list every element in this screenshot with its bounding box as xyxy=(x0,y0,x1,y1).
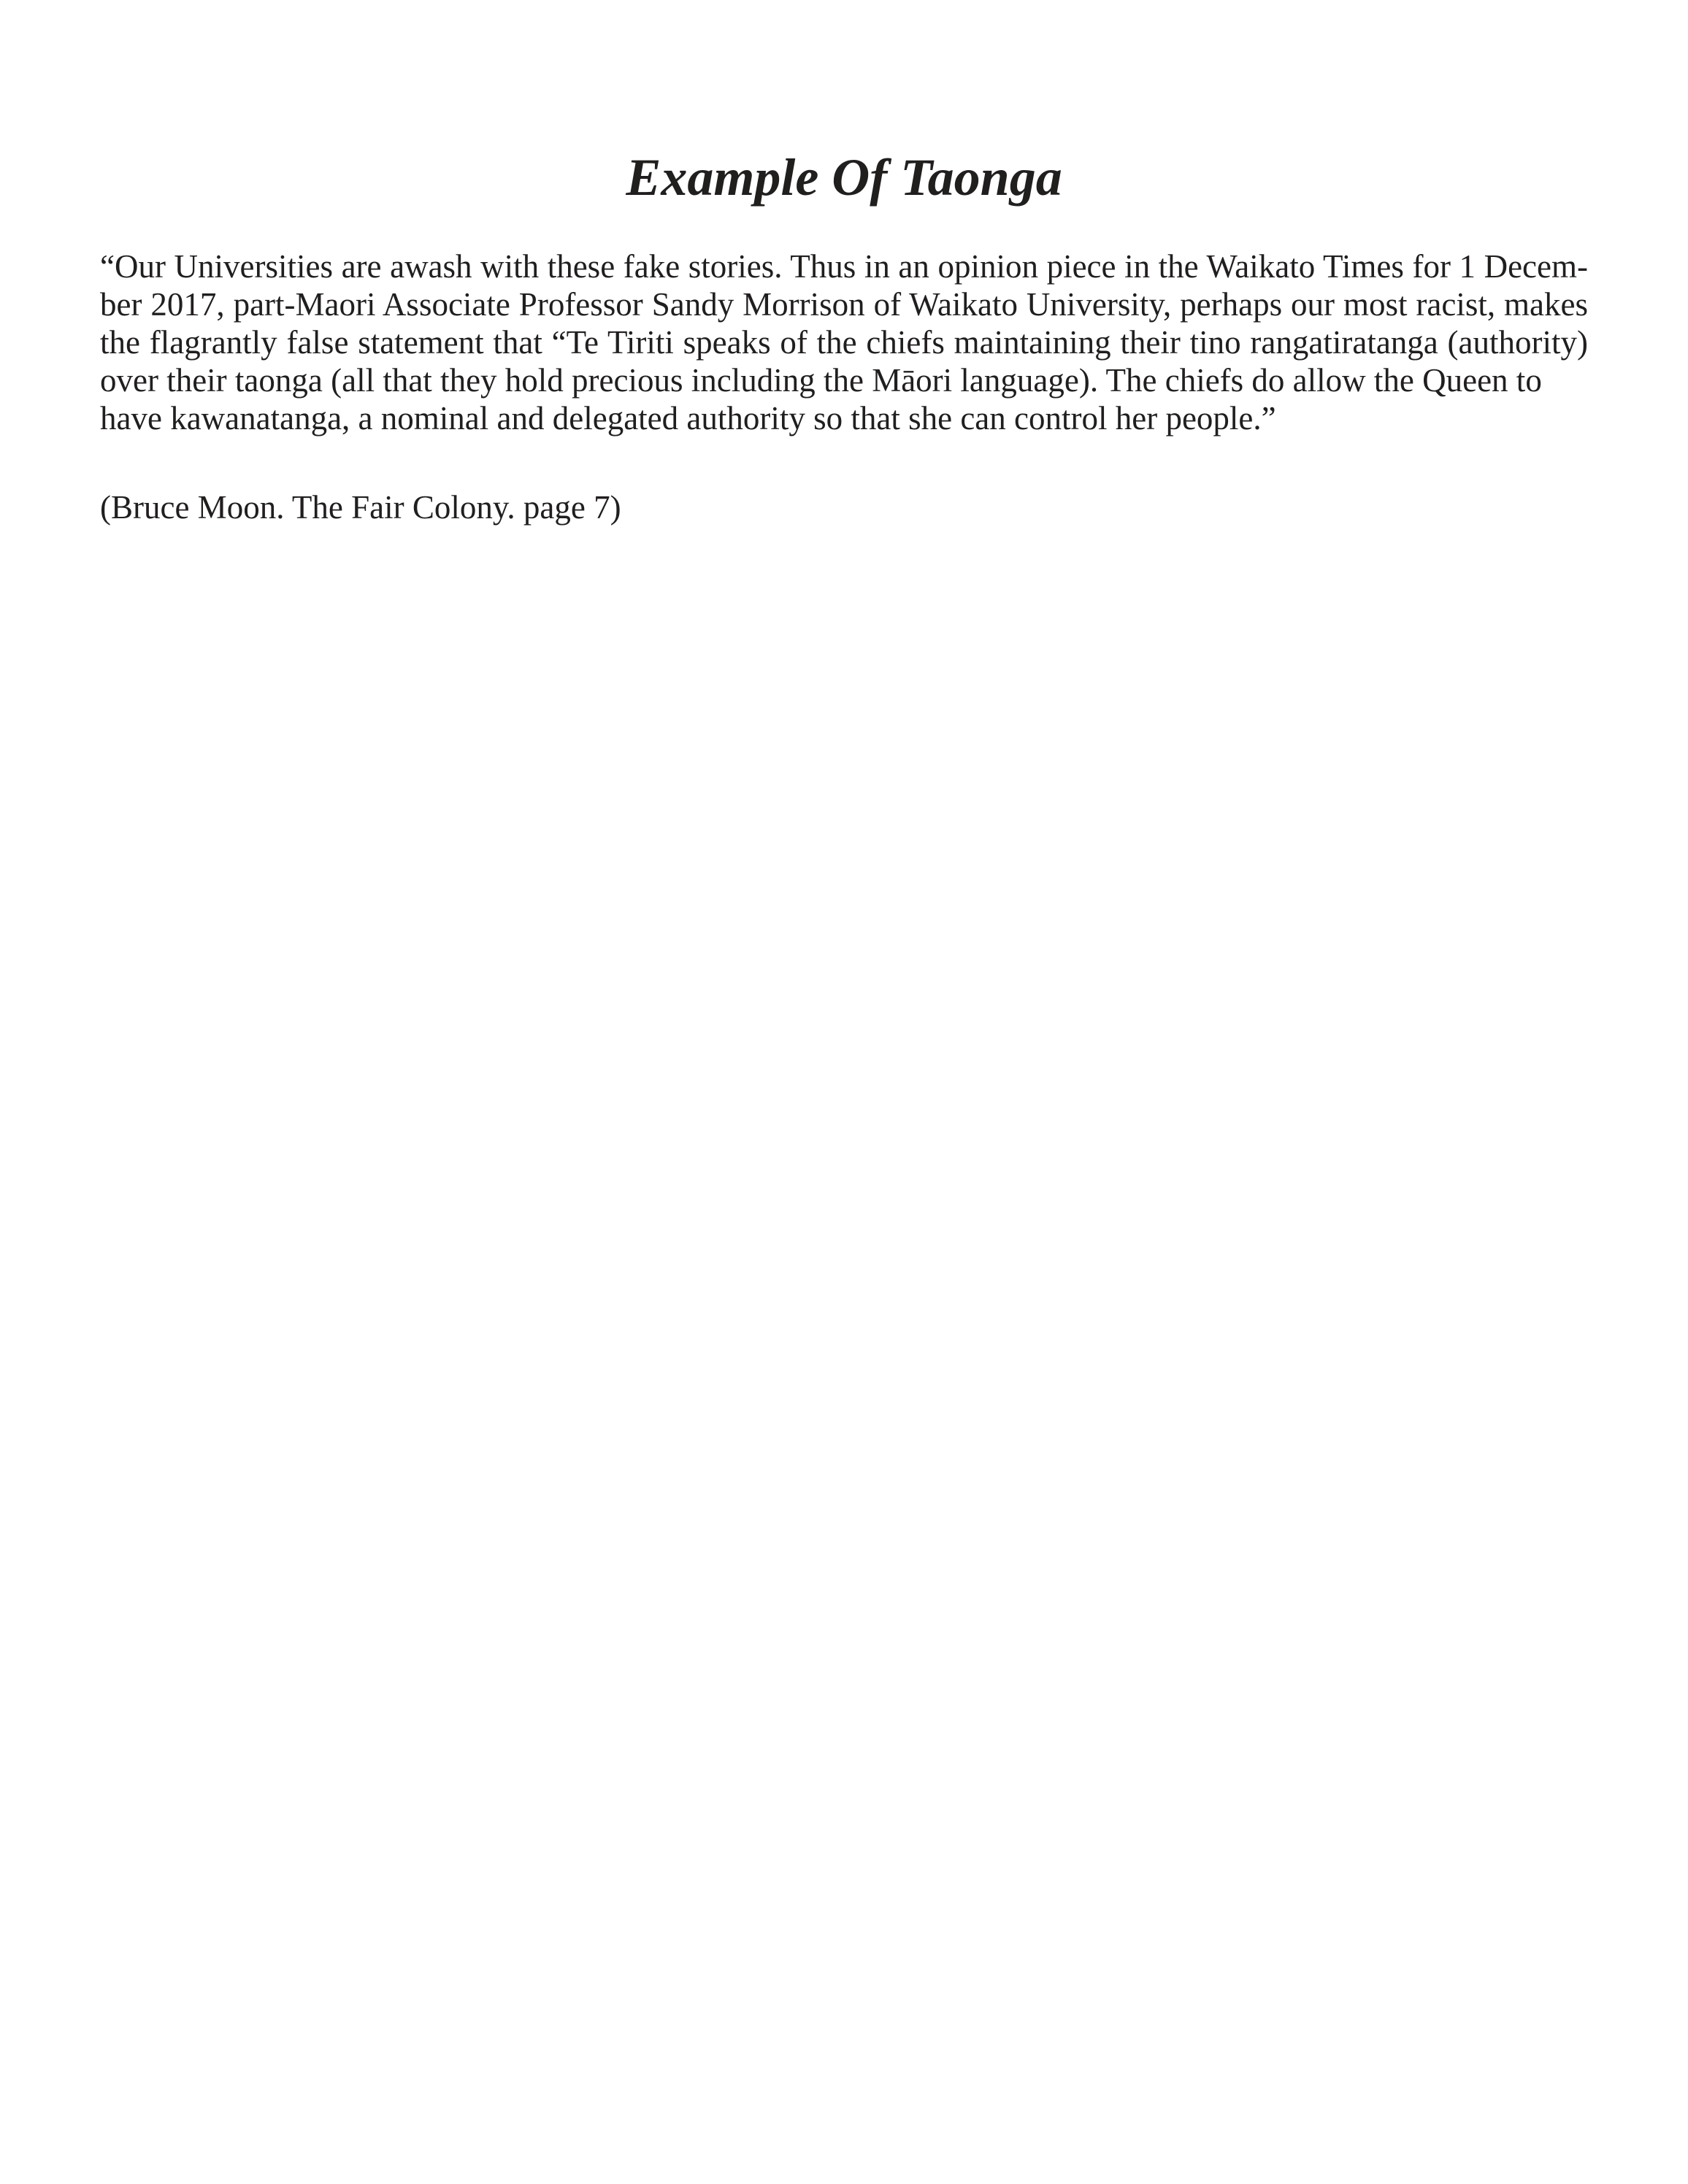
paragraph-line-4: over their taonga (all that they hold precious including the Māori language). The chiefs do allow the Queen to xyxy=(100,361,1542,399)
citation-line: (Bruce Moon. The Fair Colony. page 7) xyxy=(100,488,621,526)
paragraph-line-5: have kawanatanga, a nominal and delegated authority so that she can control her people.” xyxy=(100,399,1276,437)
body-text xyxy=(100,247,1588,526)
paragraph-line-2: ber 2017, part-Maori Associate Professor Sandy Morrison of Waikato University, perhaps our most racist, makes xyxy=(100,285,1588,323)
paragraph-line-1: “Our Universities are awash with these fake stories. Thus in an opinion piece in the Waikato Times for 1 Decem- xyxy=(100,247,1588,285)
paragraph-line-3: the flagrantly false statement that “Te Tiriti speaks of the chiefs maintaining their tino rangatiratanga (authority) xyxy=(100,323,1588,361)
quote-paragraph xyxy=(100,247,1588,437)
page-title: Example Of Taonga xyxy=(626,148,1062,207)
